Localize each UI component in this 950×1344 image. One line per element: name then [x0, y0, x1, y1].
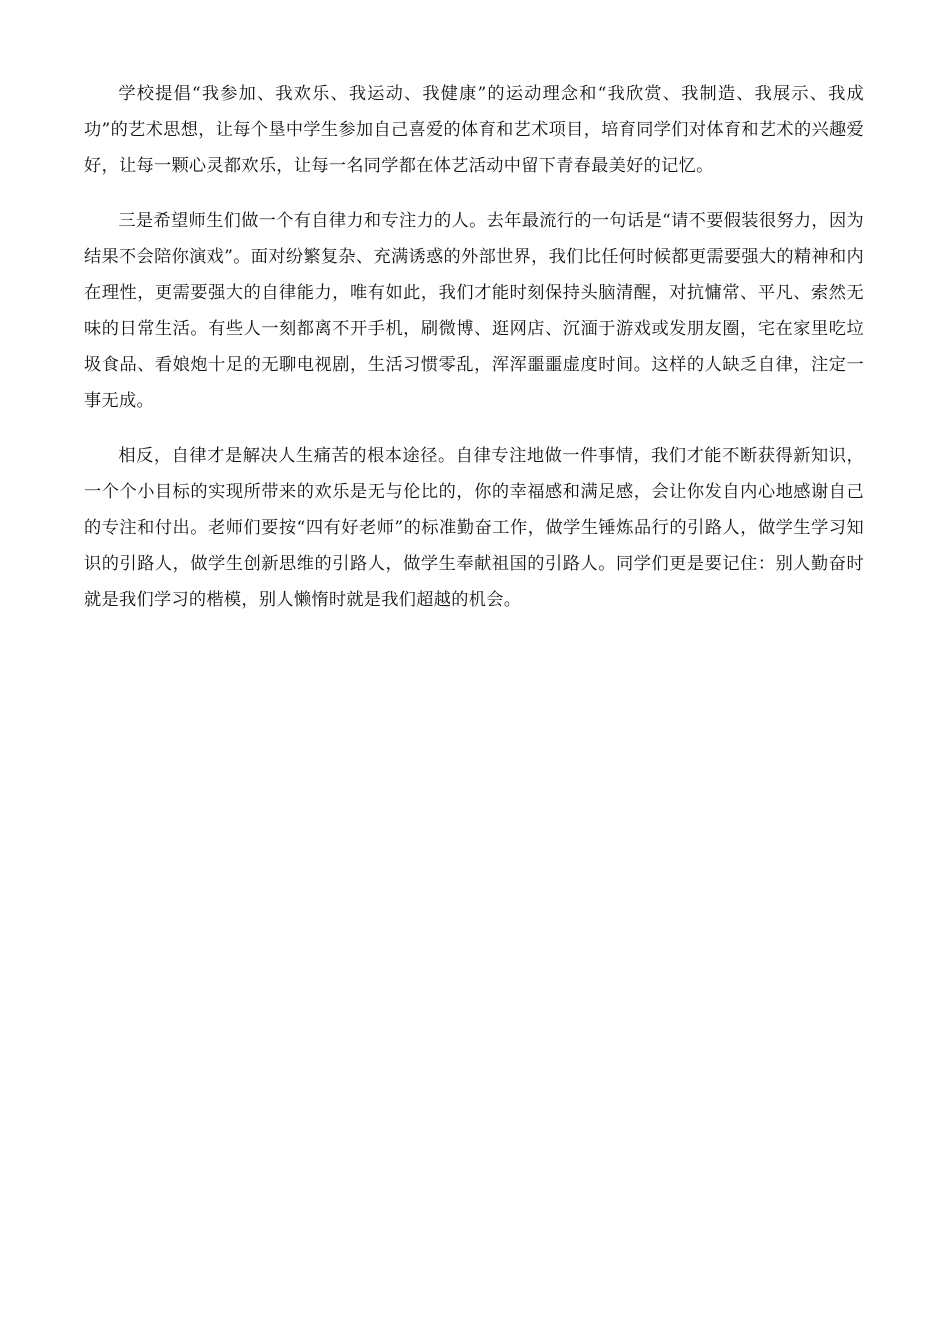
- paragraph-sports-arts: 学校提倡“我参加、我欢乐、我运动、我健康”的运动理念和“我欣赏、我制造、我展示、我成功”的艺术思想，让每个垦中学生参加自己喜爱的体育和艺术项目，培育同学们对体育和艺术的兴趣爱好，让每一颗心灵都欢乐，让每一名同学都在体艺活动中留下青春最美好的记忆。: [84, 84, 864, 176]
- document-page: [84, 76, 864, 637]
- paragraph-focus: 相反，自律才是解决人生痛苦的根本途径。自律专注地做一件事情，我们才能不断获得新知识，一个个小目标的实现所带来的欢乐是无与伦比的，你的幸福感和满足感，会让你发自内心地感谢自己的专注和付出。老师们要按“四有好老师”的标准勤奋工作，做学生锤炼品行的引路人，做学生学习知识的引路人，做学生创新思维的引路人，做学生奉献祖国的引路人。同学们更是要记住：别人勤奋时就是我们学习的楷模，别人懒惰时就是我们超越的机会。: [84, 446, 864, 610]
- paragraph-self-discipline: 三是希望师生们做一个有自律力和专注力的人。去年最流行的一句话是“请不要假装很努力，因为结果不会陪你演戏”。面对纷繁复杂、充满诱惑的外部世界，我们比任何时候都更需要强大的精神和内在理性，更需要强大的自律能力，唯有如此，我们才能时刻保持头脑清醒，对抗慵常、平凡、索然无味的日常生活。有些人一刻都离不开手机，刷微博、逛网店、沉湎于游戏或发朋友圈，宅在家里吃垃圾食品、看娘炮十足的无聊电视剧，生活习惯零乱，浑浑噩噩虚度时间。这样的人缺乏自律，注定一事无成。: [84, 211, 864, 411]
